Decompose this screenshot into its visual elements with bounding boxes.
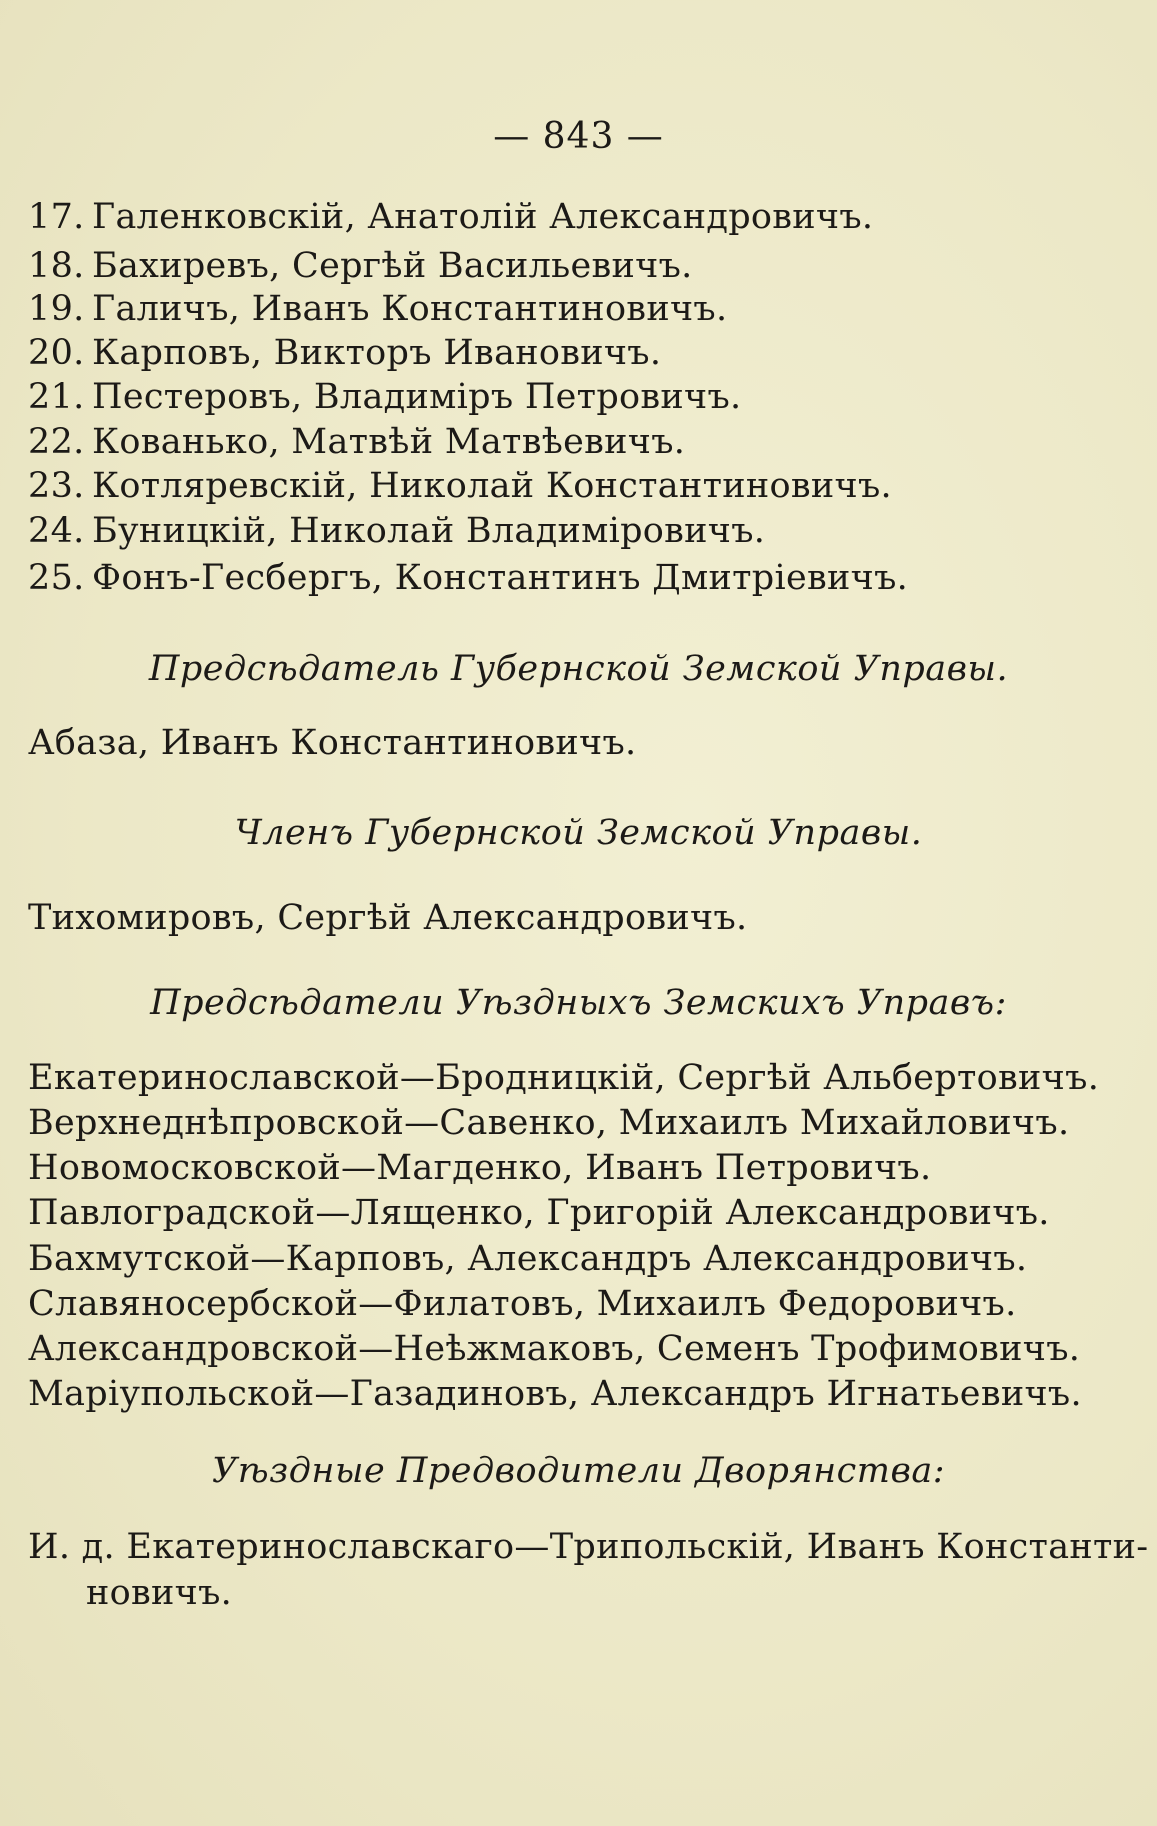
list-item [28, 330, 661, 376]
list-item-name: Галенковскій, Анатолій Александровичъ. [92, 197, 874, 237]
list-item-number: 23. [28, 466, 85, 506]
list-item-number: 17. [28, 197, 85, 237]
district-chairman-entry: Славяносербской—Филатовъ, Михаилъ Федоровичъ. [28, 1284, 1017, 1324]
section-heading-district-chairmen: Предсѣдатели Уѣздныхъ Земскихъ Управъ: [150, 983, 1007, 1023]
page-number: — 843 — [493, 116, 664, 157]
list-item-number: 22. [28, 422, 85, 462]
list-item [28, 243, 693, 289]
marshal-entry-continuation: новичъ. [86, 1573, 233, 1613]
list-item-number: 20. [28, 333, 85, 373]
list-item-name: Котляревскій, Николай Константиновичъ. [92, 466, 892, 506]
section-heading-marshals: Уѣздные Предводители Дворянства: [211, 1451, 946, 1491]
section-heading-member: Членъ Губернской Земской Управы. [234, 813, 923, 853]
list-item-name: Фонъ-Гесбергъ, Константинъ Дмитріевичъ. [92, 558, 909, 598]
district-chairman-entry: Новомосковской—Магденко, Иванъ Петровичъ. [28, 1148, 932, 1188]
district-chairman-entry: Верхнеднѣпровской—Савенко, Михаилъ Михайловичъ. [28, 1103, 1070, 1143]
district-chairman-entry: Александровской—Неѣжмаковъ, Семенъ Трофимовичъ. [28, 1329, 1081, 1369]
chairman-name: Абаза, Иванъ Константиновичъ. [28, 723, 637, 763]
list-item-name: Кованько, Матвѣй Матвѣевичъ. [92, 422, 686, 462]
list-item-name: Галичъ, Иванъ Константиновичъ. [92, 289, 728, 329]
list-item-number: 24. [28, 511, 85, 551]
marshal-entry-line: И. д. Екатеринославскаго—Трипольскій, Иванъ Константи- [28, 1527, 1149, 1567]
list-item [28, 286, 727, 332]
list-item-name: Бахиревъ, Сергѣй Васильевичъ. [92, 246, 693, 286]
list-item-number: 18. [28, 246, 85, 286]
list-item [28, 463, 892, 509]
list-item-name: Карповъ, Викторъ Ивановичъ. [92, 333, 662, 373]
list-item-name: Пестеровъ, Владиміръ Петровичъ. [92, 377, 742, 417]
list-item-number: 19. [28, 289, 85, 329]
list-item [28, 555, 908, 601]
member-name: Тихомировъ, Сергѣй Александровичъ. [28, 898, 748, 938]
list-item [28, 374, 741, 420]
list-item [28, 194, 873, 240]
district-chairman-entry: Бахмутской—Карповъ, Александръ Александровичъ. [28, 1239, 1028, 1279]
district-chairman-entry: Маріупольской—Газадиновъ, Александръ Игнатьевичъ. [28, 1374, 1082, 1414]
list-item-number: 21. [28, 377, 85, 417]
section-heading-chairman: Предсѣдатель Губернской Земской Управы. [148, 649, 1009, 689]
list-item [28, 508, 765, 554]
district-chairman-entry: Павлоградской—Лященко, Григорій Александровичъ. [28, 1193, 1050, 1233]
list-item [28, 419, 685, 465]
list-item-number: 25. [28, 558, 85, 598]
district-chairman-entry: Екатеринославской—Бродницкій, Сергѣй Альбертовичъ. [28, 1058, 1100, 1098]
list-item-name: Буницкій, Николай Владиміровичъ. [92, 511, 766, 551]
